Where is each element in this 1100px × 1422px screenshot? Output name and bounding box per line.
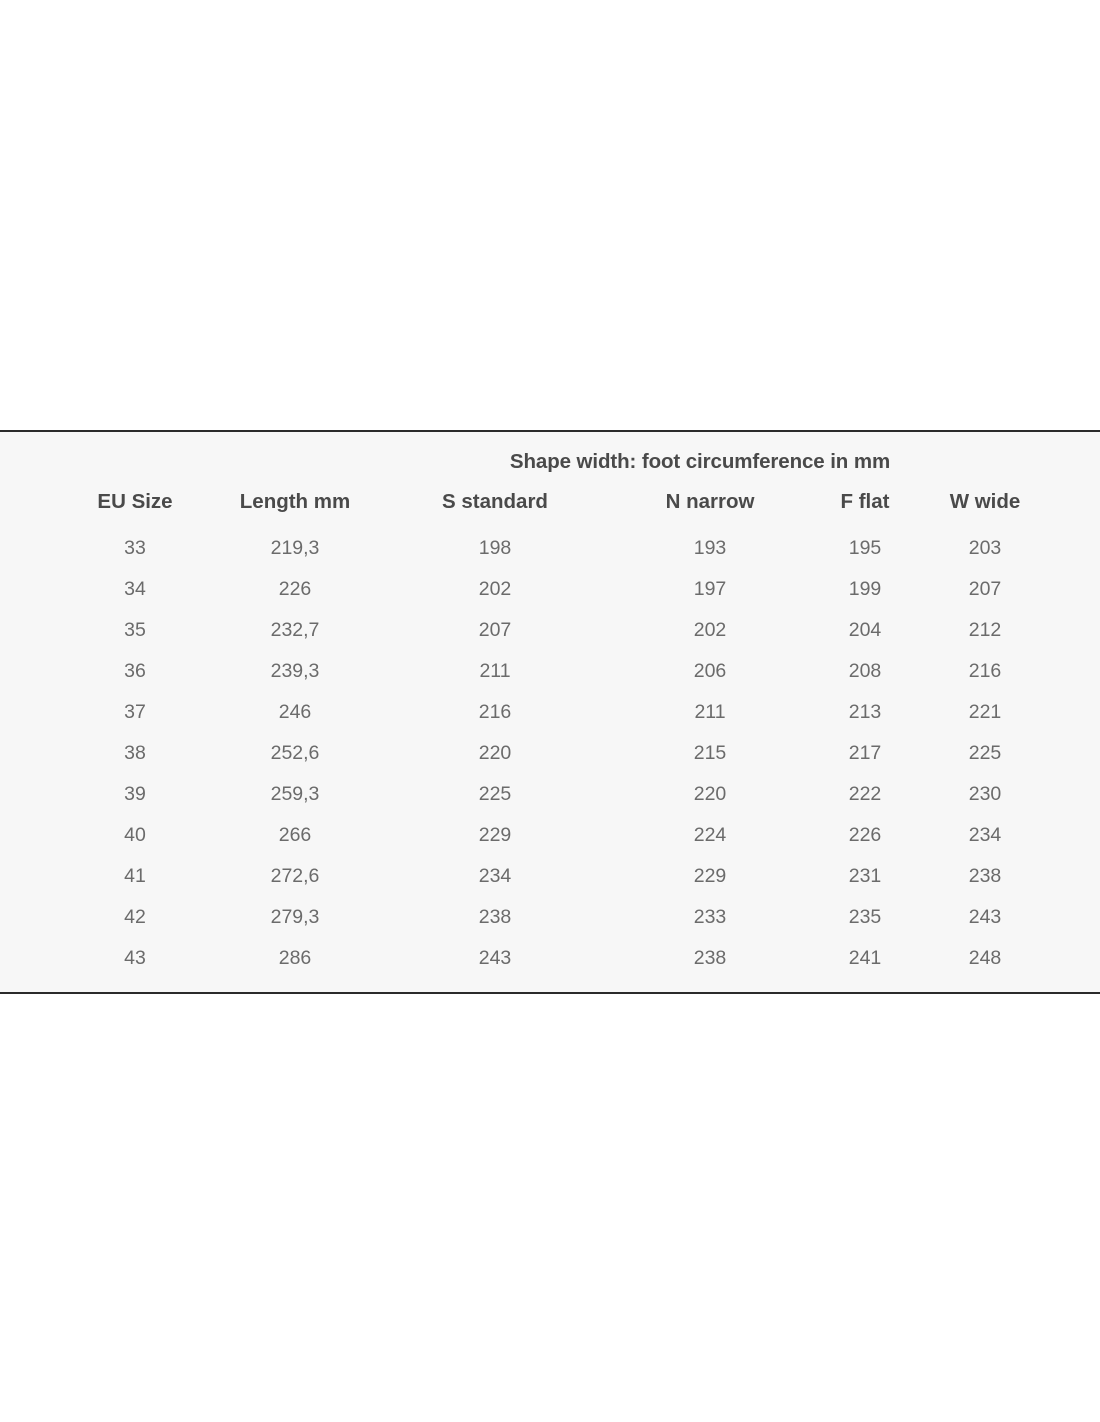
- cell-n-narrow: 220: [693, 783, 727, 805]
- cell-length-mm: 226: [278, 578, 312, 600]
- table-row: [60, 897, 1050, 938]
- cell-eu-size: 39: [124, 783, 146, 805]
- cell-f-flat: 199: [848, 578, 882, 600]
- table-header-row: [60, 490, 1050, 528]
- table-row: [60, 528, 1050, 569]
- cell-w-wide: 243: [968, 906, 1002, 928]
- cell-f-flat: 235: [848, 906, 882, 928]
- column-header-eu-size: EU Size: [97, 490, 173, 513]
- cell-length-mm: 239,3: [270, 660, 320, 682]
- column-header-w-wide: W wide: [949, 490, 1021, 513]
- cell-length-mm: 272,6: [270, 865, 320, 887]
- cell-n-narrow: 211: [694, 701, 726, 723]
- cell-f-flat: 195: [848, 537, 882, 559]
- cell-s-standard: 216: [478, 701, 512, 723]
- shape-width-group-title: Shape width: foot circumference in mm: [509, 450, 891, 473]
- cell-n-narrow: 197: [693, 578, 727, 600]
- cell-eu-size: 40: [124, 824, 146, 846]
- cell-s-standard: 238: [478, 906, 512, 928]
- cell-n-narrow: 233: [693, 906, 727, 928]
- cell-n-narrow: 215: [693, 742, 727, 764]
- size-chart-table: [60, 490, 1050, 979]
- table-row: [60, 692, 1050, 733]
- cell-s-standard: 207: [478, 619, 512, 641]
- cell-length-mm: 219,3: [270, 537, 320, 559]
- cell-s-standard: 229: [478, 824, 512, 846]
- cell-length-mm: 286: [278, 947, 312, 969]
- column-header-n-narrow: N narrow: [665, 490, 755, 513]
- cell-length-mm: 246: [278, 701, 312, 723]
- table-row: [60, 938, 1050, 979]
- cell-eu-size: 42: [124, 906, 146, 928]
- column-header-s-standard: S standard: [442, 490, 548, 513]
- cell-s-standard: 225: [478, 783, 512, 805]
- cell-eu-size: 33: [124, 537, 146, 559]
- cell-eu-size: 35: [124, 619, 146, 641]
- cell-length-mm: 252,6: [270, 742, 320, 764]
- cell-eu-size: 43: [124, 947, 146, 969]
- cell-w-wide: 234: [968, 824, 1002, 846]
- cell-w-wide: 225: [968, 742, 1002, 764]
- cell-length-mm: 279,3: [270, 906, 320, 928]
- cell-n-narrow: 193: [693, 537, 727, 559]
- cell-w-wide: 216: [968, 660, 1002, 682]
- table-row: [60, 733, 1050, 774]
- cell-s-standard: 202: [478, 578, 512, 600]
- cell-w-wide: 230: [968, 783, 1002, 805]
- cell-s-standard: 198: [478, 537, 512, 559]
- cell-f-flat: 241: [848, 947, 882, 969]
- table-row: [60, 774, 1050, 815]
- cell-n-narrow: 202: [693, 619, 727, 641]
- table-row: [60, 569, 1050, 610]
- cell-s-standard: 220: [478, 742, 512, 764]
- table-row: [60, 815, 1050, 856]
- cell-length-mm: 266: [278, 824, 312, 846]
- cell-n-narrow: 206: [693, 660, 727, 682]
- size-chart-panel: [0, 430, 1100, 994]
- cell-w-wide: 203: [968, 537, 1002, 559]
- cell-length-mm: 259,3: [270, 783, 320, 805]
- cell-eu-size: 38: [124, 742, 146, 764]
- cell-eu-size: 37: [124, 701, 146, 723]
- column-header-length-mm: Length mm: [239, 490, 351, 513]
- cell-s-standard: 234: [478, 865, 512, 887]
- cell-eu-size: 36: [124, 660, 146, 682]
- cell-w-wide: 248: [968, 947, 1002, 969]
- cell-w-wide: 238: [968, 865, 1002, 887]
- table-row: [60, 610, 1050, 651]
- cell-f-flat: 217: [848, 742, 882, 764]
- cell-eu-size: 41: [124, 865, 146, 887]
- cell-n-narrow: 229: [693, 865, 727, 887]
- cell-w-wide: 221: [968, 701, 1002, 723]
- cell-s-standard: 243: [478, 947, 512, 969]
- cell-n-narrow: 238: [693, 947, 727, 969]
- cell-f-flat: 222: [848, 783, 882, 805]
- cell-f-flat: 208: [848, 660, 882, 682]
- cell-f-flat: 213: [848, 701, 882, 723]
- column-header-f-flat: F flat: [840, 490, 890, 513]
- cell-s-standard: 211: [479, 660, 511, 682]
- cell-f-flat: 204: [848, 619, 882, 641]
- table-row: [60, 651, 1050, 692]
- cell-w-wide: 207: [968, 578, 1002, 600]
- table-row: [60, 856, 1050, 897]
- cell-w-wide: 212: [968, 619, 1002, 641]
- cell-eu-size: 34: [124, 578, 146, 600]
- cell-f-flat: 231: [848, 865, 882, 887]
- cell-length-mm: 232,7: [270, 619, 320, 641]
- cell-f-flat: 226: [848, 824, 882, 846]
- cell-n-narrow: 224: [693, 824, 727, 846]
